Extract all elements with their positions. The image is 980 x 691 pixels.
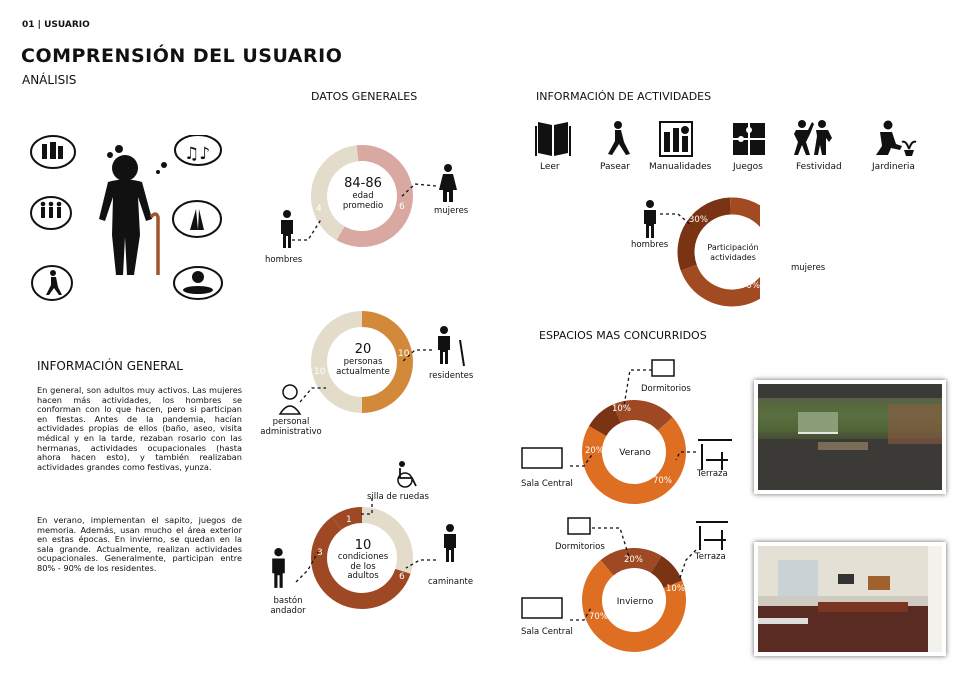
wheelchair-icon-frame (400, 468, 416, 486)
residente-cane (460, 340, 464, 366)
gardening-icon (876, 121, 916, 157)
personas-admin-label: personal administrativo (260, 417, 322, 437)
condiciones-baston-label: bastón andador (270, 596, 306, 616)
elderly-illustration (28, 135, 228, 305)
personas-residentes-label: residentes (429, 371, 474, 381)
edad-center-line3: promedio (342, 200, 384, 211)
verano-value-terraza: 70% (653, 476, 672, 486)
info-paragraph-2: En verano, implementan el sapito, juegos de memoria. Además, usan mucho el área exterior en estas épocas. En invierno, se quedan en la sala grande. Actualmente, realizan actividades ocupacionales. Generalmente, participan entre 80% - 90% de los residentes. (37, 515, 242, 573)
activity-festividad: Festividad (796, 162, 842, 172)
participacion-right-value: 70% (741, 281, 760, 291)
verano-terraza-label: Terraza (697, 469, 728, 479)
edad-connector-left (292, 218, 322, 240)
walking-icon (608, 121, 630, 155)
condiciones-center-line3: de los (350, 561, 376, 572)
activity-manualidades: Manualidades (649, 162, 712, 172)
espacios-heading: ESPACIOS MAS CONCURRIDOS (539, 329, 707, 342)
activity-leer: Leer (540, 162, 560, 172)
dancing-icon (794, 120, 832, 155)
residente-icon (438, 326, 450, 364)
activity-jardineria: Jardineria (872, 162, 915, 172)
actividades-heading: INFORMACIÓN DE ACTIVIDADES (536, 90, 712, 103)
activity-pasear: Pasear (600, 162, 630, 172)
invierno-terraza-icon (696, 522, 728, 550)
personas-center-line2: personas (343, 356, 383, 367)
sala-scene (758, 546, 942, 652)
condiciones-value-caminante: 6 (399, 572, 405, 582)
activity-labels (530, 162, 930, 176)
edad-right-value: 6 (399, 202, 405, 212)
crafts-icon (660, 122, 692, 156)
terrace-photo (754, 380, 946, 494)
datos-generales-heading: DATOS GENERALES (311, 90, 418, 103)
condiciones-silla-label: silla de ruedas (367, 492, 429, 502)
page-title: COMPRENSIÓN DEL USUARIO (21, 45, 343, 67)
info-paragraph-1: En general, son adultos muy activos. Las mujeres hacen más actividades, los hombres se conforman con lo que hacen, pero si participan en fiestas. Antes de la pandemia, hacían actividades propias de ellos (baño, aseo, visita médical y en la tarde, rezaban rosario con las hermanas, actividades ocupacionales (hasta ahora hacen esto), y también realizaban actividades grandes como festivas, yunza. (37, 385, 242, 472)
section-tag: 01 | USUARIO (22, 20, 90, 30)
verano-bed-icon (652, 360, 674, 376)
activity-juegos: Juegos (733, 162, 763, 172)
invierno-center-label: Invierno (616, 597, 654, 607)
admin-icon-head (283, 385, 297, 399)
verano-sala-icon (522, 448, 562, 468)
hombre-icon (281, 210, 293, 248)
condiciones-center-line2: condiciones (337, 552, 389, 563)
participacion-hombres-label: hombres (631, 240, 669, 250)
personas-center-line3: actualmente (336, 366, 390, 377)
verano-slice-0 (598, 414, 617, 431)
personas-right-value: 10 (398, 349, 410, 359)
verano-dormitorios-label: Dormitorios (641, 384, 691, 394)
mujer-icon (439, 164, 457, 202)
invierno-sala-icon (522, 598, 562, 618)
participacion-center-line1: Participación (707, 243, 759, 252)
personas-center-value: 20 (354, 342, 372, 357)
verano-sala-label: Sala Central (521, 479, 573, 489)
edad-center-value: 84-86 (344, 176, 382, 191)
sala-photo (754, 542, 946, 656)
caminante-icon (444, 524, 456, 562)
invierno-value-dormitorios: 20% (624, 555, 643, 565)
verano-value-dormitorios: 10% (612, 404, 631, 414)
invierno-sala-label: Sala Central (521, 627, 573, 637)
activity-icons-row (530, 118, 930, 160)
invierno-value-terraza: 10% (666, 584, 685, 594)
condiciones-center-line4: adultos (347, 570, 379, 581)
personas-left-value: 10 (314, 367, 326, 377)
condiciones-value-silla: 1 (346, 515, 352, 525)
participacion-center-line2: actividades (710, 252, 756, 262)
invierno-value-sala: 70% (589, 612, 608, 622)
admin-icon-body (280, 406, 300, 414)
invierno-bed-icon (568, 518, 590, 534)
condiciones-center-value: 10 (354, 538, 372, 553)
part-hombre-icon (644, 200, 656, 238)
participacion-mujeres-label: mujeres (791, 263, 826, 273)
verano-terraza-icon (698, 440, 732, 470)
baston-icon (272, 548, 285, 588)
info-general-heading: INFORMACIÓN GENERAL (37, 359, 183, 373)
condiciones-value-baston: 3 (317, 548, 323, 558)
book-icon (535, 122, 571, 156)
participacion-left-value: 30% (689, 215, 708, 225)
invierno-connector-right (680, 550, 696, 578)
page-subtitle: ANÁLISIS (22, 73, 77, 87)
edad-mujeres-label: mujeres (434, 206, 469, 216)
terrace-scene (758, 384, 942, 490)
condiciones-caminante-label: caminante (428, 577, 474, 587)
puzzle-icon (733, 123, 765, 155)
svg-text:♫♪: ♫♪ (184, 144, 211, 164)
invierno-dormitorios-label: Dormitorios (555, 542, 605, 552)
edad-left-value: 4 (316, 204, 322, 214)
invierno-terraza-label: Terraza (695, 552, 726, 562)
wheelchair-icon-head (399, 461, 405, 467)
edad-center-line2: edad (352, 190, 374, 201)
verano-value-sala: 20% (585, 446, 604, 456)
invierno-slice-1 (656, 564, 673, 584)
edad-hombres-label: hombres (265, 255, 303, 265)
verano-center-label: Verano (619, 448, 651, 458)
